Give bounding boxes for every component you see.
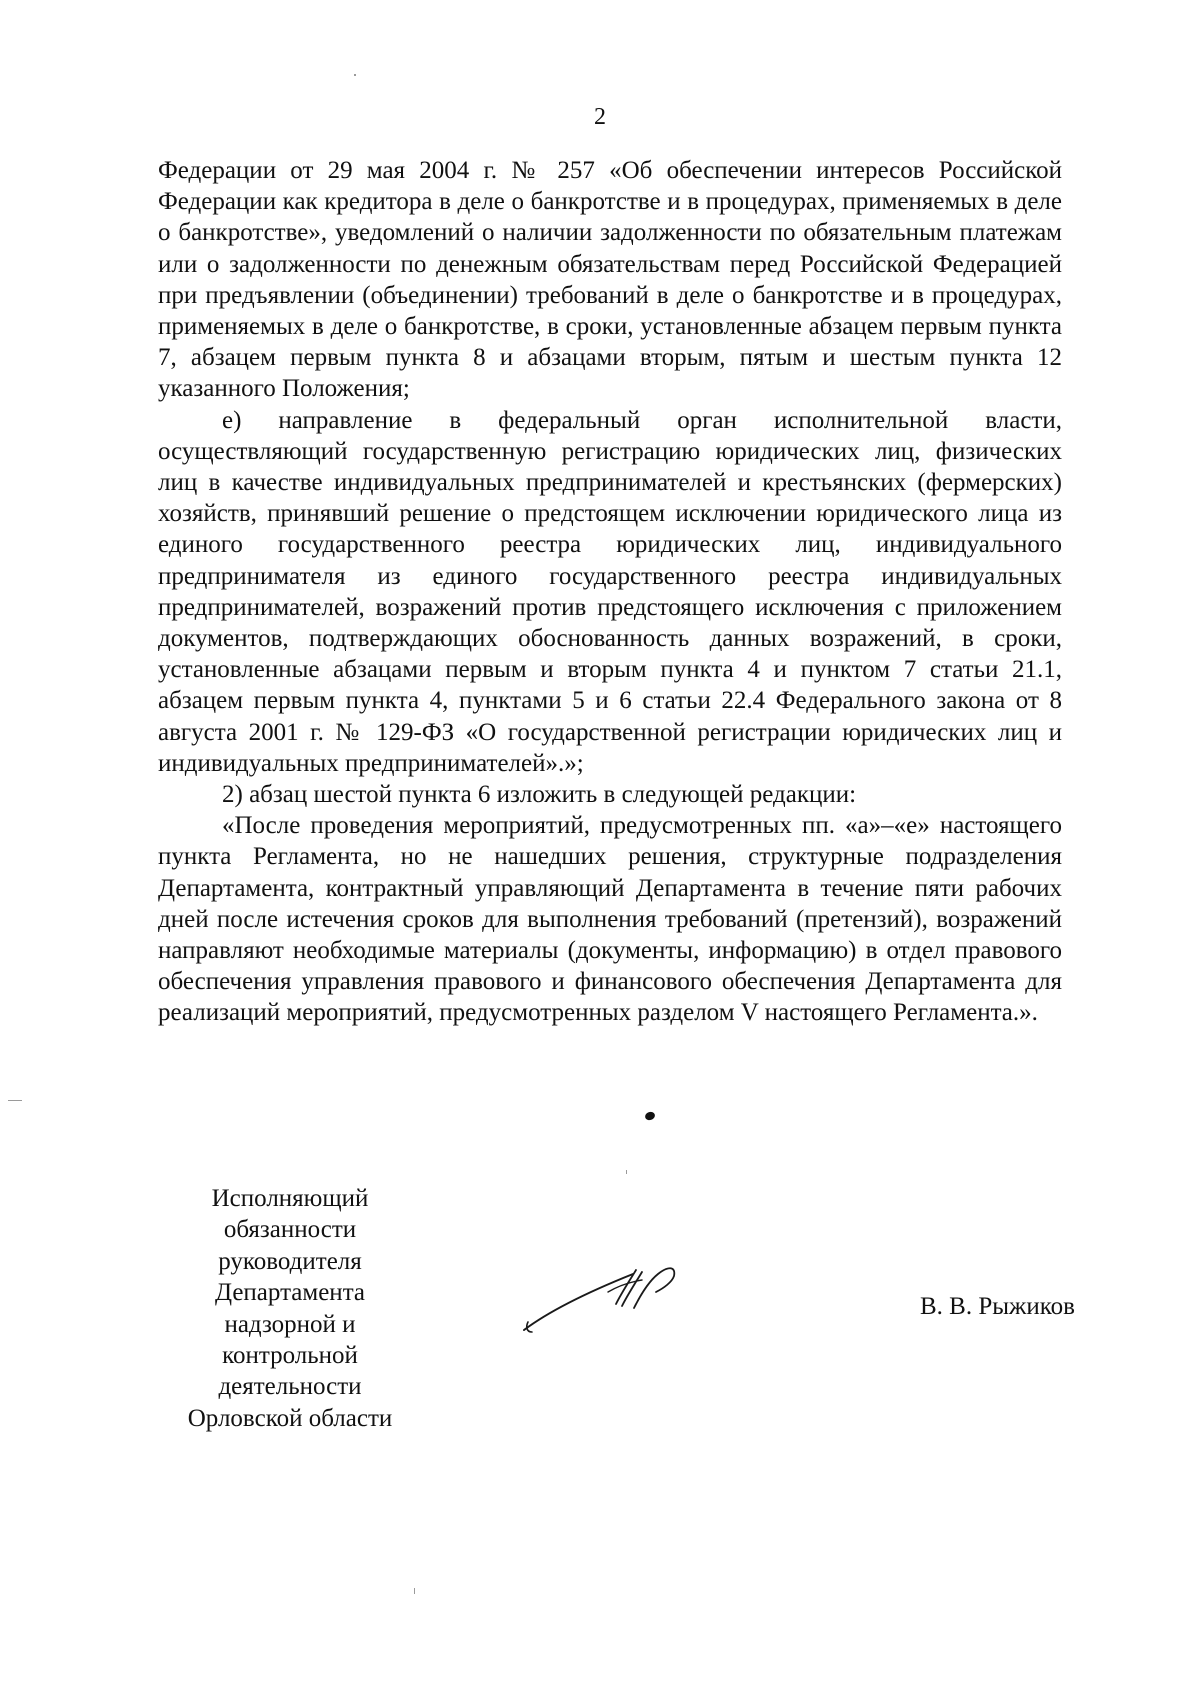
page-number: 2	[594, 104, 606, 130]
position-line: Орловской области	[187, 1404, 393, 1432]
position-line: руководителя	[218, 1247, 362, 1275]
scan-mark	[414, 1588, 415, 1594]
scan-mark	[354, 74, 356, 76]
paragraph-amendment-2: 2) абзац шестой пункта 6 изложить в следующей редакции:	[222, 781, 857, 809]
handwritten-signature	[518, 1252, 688, 1342]
position-line: обязанности	[223, 1216, 357, 1244]
position-line: Департамента	[214, 1279, 366, 1307]
paragraph-item-e: е) направление в федеральный орган исполнительной власти, осуществляющий государственную регистрацию юридических лиц, физических лиц в качестве индивидуальных предпринимателей и крестьянских (фермерских) хозяйств, принявший решение о предстоящем исключении юридического лица из единого государственного реестра юридических лиц, индивидуального предпринимателя из единого государственного реестра индивидуальных предпринимателей, возражений против предстоящего исключения с приложением документов, подтверждающих обоснованность данных возражений, в сроки, установленные абзацами первым и вторым пункта 4 и пунктом 7 статьи 21.1, абзацем первым пункта 4, пунктами 5 и 6 статьи 22.4 Федерального закона от 8 августа 2001 г. № 129-ФЗ «О государственной регистрации юридических лиц и индивидуальных предпринимателей».»;	[158, 406, 1062, 777]
position-line: Исполняющий	[211, 1185, 369, 1212]
scan-mark	[8, 1100, 22, 1101]
paragraph-new-wording: «После проведения мероприятий, предусмотренных пп. «а»–«е» настоящего пункта Регламента, но не нашедших решения, структурные подразделения Департамента, контрактный управляющий Департамента в течение пяти рабочих дней после истечения сроков для выполнения требований (претензий), возражений направляют необходимые материалы (документы, информацию) в отдел правового обеспечения управления правового и финансового обеспечения Департамента для реализаций мероприятий, предусмотренных разделом V настоящего Регламента.».	[158, 812, 1062, 1027]
paragraph-continuation: Федерации от 29 мая 2004 г. № 257 «Об обеспечении интересов Российской Федерации как кредитора в деле о банкротстве и в процедурах, применяемых в деле о банкротстве», уведомлений о наличии задолженности по обязательным платежам или о задолженности по денежным обязательствам перед Российской Федерацией при предъявлении (объединении) требований в деле о банкротстве и в процедурах, применяемых в деле о банкротстве, в сроки, установленные абзацем первым пункта 7, абзацем первым пункта 8 и абзацами вторым, пятым и шестым пункта 12 указанного Положения;	[158, 157, 1062, 403]
position-line: надзорной и	[224, 1310, 356, 1338]
position-line: деятельности	[218, 1373, 362, 1401]
signer-name: В. В. Рыжиков	[920, 1293, 1075, 1320]
signatory-position	[170, 1183, 410, 1434]
ink-dot	[644, 1111, 656, 1122]
scan-mark	[626, 1170, 627, 1174]
document-body	[158, 155, 1062, 1029]
position-line: контрольной	[222, 1342, 358, 1370]
